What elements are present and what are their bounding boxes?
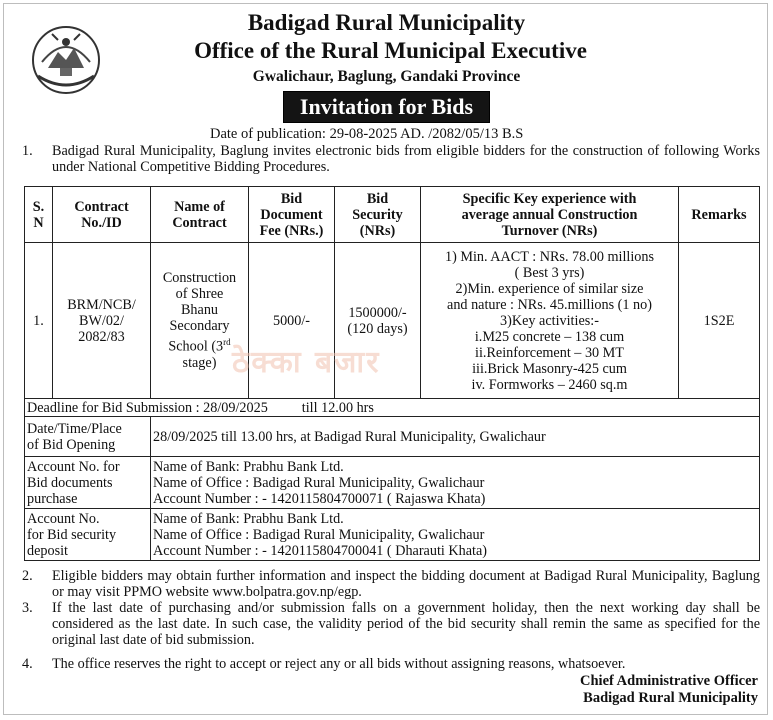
- header-bid-security: Bid Security (NRs): [335, 187, 421, 243]
- address: Gwalichaur, Baglung, Gandaki Province: [252, 68, 521, 85]
- paragraph-1: [22, 143, 760, 175]
- paragraph-4: [22, 656, 760, 672]
- purchase-account-row: [25, 457, 760, 509]
- deadline-cell: Deadline for Bid Submission : 28/09/2025 till 12.00 hrs: [25, 399, 760, 417]
- paragraph-number: 3.: [22, 600, 33, 616]
- paragraph-number: 2.: [22, 568, 33, 584]
- deposit-label: Account No. for Bid security deposit: [25, 509, 151, 561]
- opening-row: [25, 417, 760, 457]
- invitation-banner: Invitation for Bids: [283, 91, 490, 123]
- paragraph-text: If the last date of purchasing and/or submission falls on a government holiday, then the next working day shall be considered as the last date. In such case, the validity period of the bid security shall remin the same as specified for the original last date of bid submission.: [52, 600, 760, 648]
- cell-remarks: 1S2E: [679, 243, 760, 399]
- paragraph-number: 4.: [22, 656, 33, 672]
- deadline-row: [25, 399, 760, 417]
- paragraph-3: [22, 600, 760, 648]
- cell-sn: 1.: [25, 243, 53, 399]
- cell-document-fee: 5000/-: [249, 243, 335, 399]
- signature-title: Chief Administrative Officer: [580, 673, 758, 689]
- cell-bid-security: 1500000/- (120 days): [335, 243, 421, 399]
- signature-org: Badigad Rural Municipality: [583, 690, 758, 706]
- header-contract-no: Contract No./ID: [53, 187, 151, 243]
- header-sn: S. N: [25, 187, 53, 243]
- header-remarks: Remarks: [679, 187, 760, 243]
- opening-value: 28/09/2025 till 13.00 hrs, at Badigad Rural Municipality, Gwalichaur: [151, 417, 760, 457]
- bids-table: [24, 186, 760, 561]
- header-experience: Specific Key experience with average annual Construction Turnover (NRs): [421, 187, 679, 243]
- deposit-value: Name of Bank: Prabhu Bank Ltd. Name of Office : Badigad Rural Municipality, Gwalichaur Account Number : - 1420115804700041 ( Dharauti Khata): [151, 509, 760, 561]
- paragraph-text: Badigad Rural Municipality, Baglung invites electronic bids from eligible bidders for the construction of following Works under National Competitive Bidding Procedures.: [52, 143, 760, 175]
- paragraph-text: The office reserves the right to accept or reject any or all bids without assigning reasons, whatsoever.: [52, 656, 626, 672]
- purchase-label: Account No. for Bid documents purchase: [25, 457, 151, 509]
- office-name: Office of the Rural Municipal Executive: [194, 38, 587, 63]
- watermark: ठेक्का बजार: [232, 345, 381, 380]
- paragraph-number: 1.: [22, 143, 33, 159]
- opening-label: Date/Time/Place of Bid Opening: [25, 417, 151, 457]
- table-header-row: [25, 187, 760, 243]
- table-row: [25, 243, 760, 399]
- paragraph-2: [22, 568, 760, 600]
- header-contract-name: Name of Contract: [151, 187, 249, 243]
- org-name: Badigad Rural Municipality: [247, 10, 526, 35]
- purchase-value: Name of Bank: Prabhu Bank Ltd. Name of Office : Badigad Rural Municipality, Gwalichaur Account Number : - 1420115804700071 ( Rajaswa Khata): [151, 457, 760, 509]
- cell-contract-name: Construction of Shree Bhanu Secondary School (3rd stage): [151, 243, 249, 399]
- signature-block: [580, 673, 758, 707]
- deposit-account-row: [25, 509, 760, 561]
- cell-experience: 1) Min. AACT : NRs. 78.00 millions ( Best 3 yrs) 2)Min. experience of similar size and nature : NRs. 45.millions (1 no) 3)Key activities:- i.M25 concrete – 138 cum ii.Reinforcement – 30 MT iii.Brick Masonry-425 cum iv. Formworks – 2460 sq.m: [421, 243, 679, 399]
- cell-contract-no: BRM/NCB/ BW/02/ 2082/83: [53, 243, 151, 399]
- paragraph-text: Eligible bidders may obtain further information and inspect the bidding document at Badigad Rural Municipality, Baglung or may visit PPMO website www.bolpatra.gov.np/egp.: [52, 568, 760, 600]
- header-document-fee: Bid Document Fee (NRs.): [249, 187, 335, 243]
- publication-date: Date of publication: 29-08-2025 AD. /2082/05/13 B.S: [210, 126, 524, 142]
